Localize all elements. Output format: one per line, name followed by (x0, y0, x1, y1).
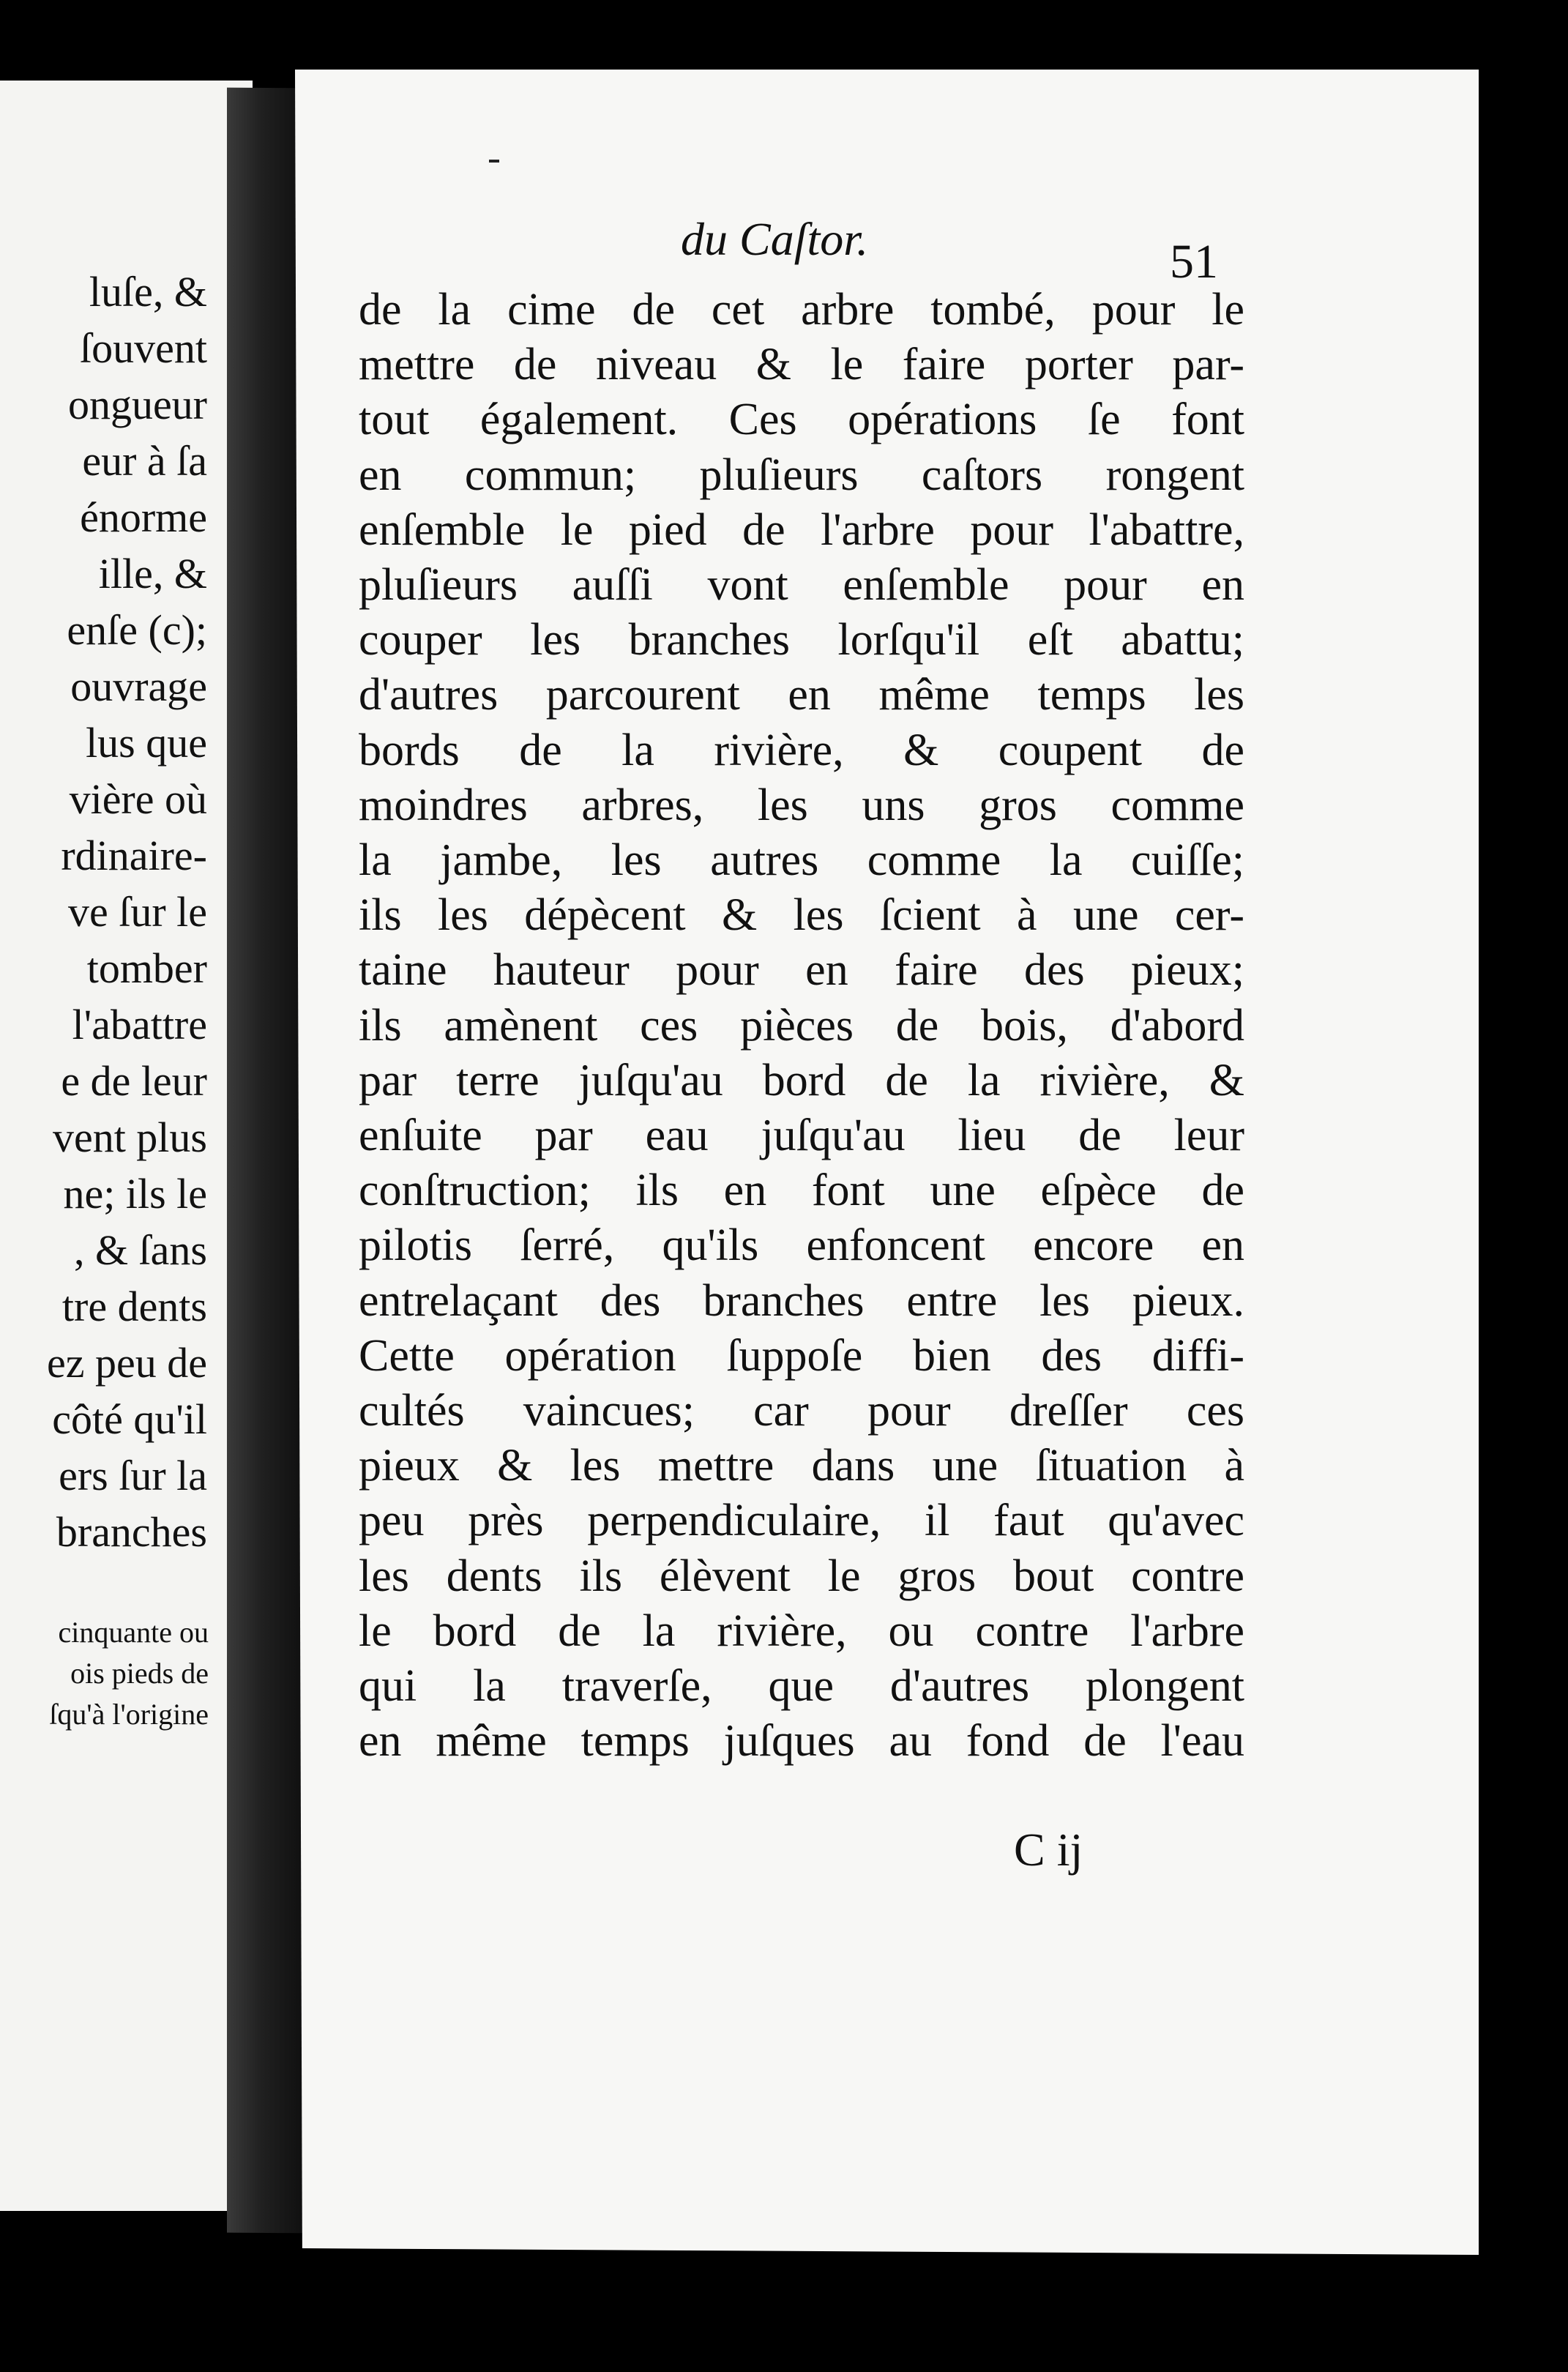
printer-mark (489, 160, 499, 163)
left-page-line: côté qu'il (52, 1395, 207, 1443)
left-page-line: luſe, & (89, 268, 207, 316)
body-text-line: couper les branches lorſqu'il eſt abattu; (359, 615, 1244, 665)
left-page-line: eur à ſa (82, 437, 207, 485)
left-page-line: vière où (69, 775, 207, 823)
left-page-line: énorme (80, 493, 207, 541)
body-text-line: conſtruction; ils en font une eſpèce de (359, 1166, 1244, 1216)
body-text-line: ils les dépècent & les ſcient à une cer- (359, 890, 1244, 941)
left-page-line: branches (56, 1508, 207, 1556)
body-text-line: en même temps juſques au fond de l'eau (359, 1716, 1244, 1767)
left-page-line: e de leur (61, 1057, 207, 1105)
body-text-line: tout également. Ces opérations ſe font (359, 395, 1244, 445)
body-text-line: cultés vaincues; car pour dreſſer ces (359, 1386, 1244, 1436)
left-page (0, 81, 253, 2211)
left-page-line: l'abattre (72, 1001, 207, 1048)
left-page-footnote: ois pieds de (70, 1657, 209, 1690)
left-page-line: lus que (86, 719, 207, 767)
body-text-line: pieux & les mettre dans une ſituation à (359, 1441, 1244, 1491)
left-page-line: ille, & (98, 550, 207, 597)
left-page-line: ſouvent (80, 324, 207, 372)
body-text-line: bords de la rivière, & coupent de (359, 725, 1244, 775)
left-page-line: ez peu de (47, 1339, 207, 1387)
body-text-line: les dents ils élèvent le gros bout contre (359, 1551, 1244, 1601)
body-text-line: par terre juſqu'au bord de la rivière, & (359, 1055, 1244, 1105)
left-page-line: , & ſans (73, 1226, 207, 1274)
body-text-line: mettre de niveau & le faire porter par- (359, 340, 1244, 390)
page-number: 51 (1170, 235, 1218, 288)
body-text-line: de la cime de cet arbre tombé, pour le (359, 285, 1244, 335)
body-text-line: en commun; pluſieurs caſtors rongent (359, 450, 1244, 500)
body-text-line: pilotis ſerré, qu'ils enfoncent encore en (359, 1220, 1244, 1271)
left-page-footnote: ſqu'à l'origine (49, 1698, 209, 1731)
left-page-footnote: cinquante ou (58, 1616, 209, 1649)
body-text-line: pluſieurs auſſi vont enſemble pour en (359, 560, 1244, 610)
body-text-line: Cette opération ſuppoſe bien des diffi- (359, 1330, 1244, 1381)
left-page-line: vent plus (52, 1114, 207, 1161)
left-page-line: ers ſur la (59, 1452, 207, 1499)
body-text-line: moindres arbres, les uns gros comme (359, 780, 1244, 830)
body-text-line: enſuite par eau juſqu'au lieu de leur (359, 1111, 1244, 1160)
body-text-line: enſemble le pied de l'arbre pour l'abattre, (359, 504, 1244, 555)
left-page-line: ongueur (67, 381, 207, 428)
running-head: du Caſtor. (681, 213, 869, 265)
body-text-line: entrelaçant des branches entre les pieux. (359, 1275, 1244, 1326)
signature-mark: C ij (1014, 1824, 1083, 1876)
left-page-line: rdinaire- (61, 832, 207, 879)
left-page-line: ve ſur le (67, 888, 207, 936)
left-page-line: ouvrage (70, 663, 207, 710)
body-text-line: la jambe, les autres comme la cuiſſe; (359, 835, 1244, 885)
body-text-line: le bord de la rivière, ou contre l'arbre (359, 1605, 1244, 1656)
left-page-line: ne; ils le (63, 1170, 207, 1217)
body-text-line: taine hauteur pour en faire des pieux; (359, 945, 1244, 996)
left-page-line: enſe (c); (67, 606, 207, 654)
body-text-line: d'autres parcourent en même temps les (359, 670, 1244, 720)
body-text-line: peu près perpendiculaire, il faut qu'avec (359, 1496, 1244, 1546)
left-page-line: tre dents (61, 1283, 207, 1330)
left-page-line: tomber (86, 944, 207, 992)
body-text-line: ils amènent ces pièces de bois, d'abord (359, 1000, 1244, 1051)
body-text-line: qui la traverſe, que d'autres plongent (359, 1661, 1244, 1711)
